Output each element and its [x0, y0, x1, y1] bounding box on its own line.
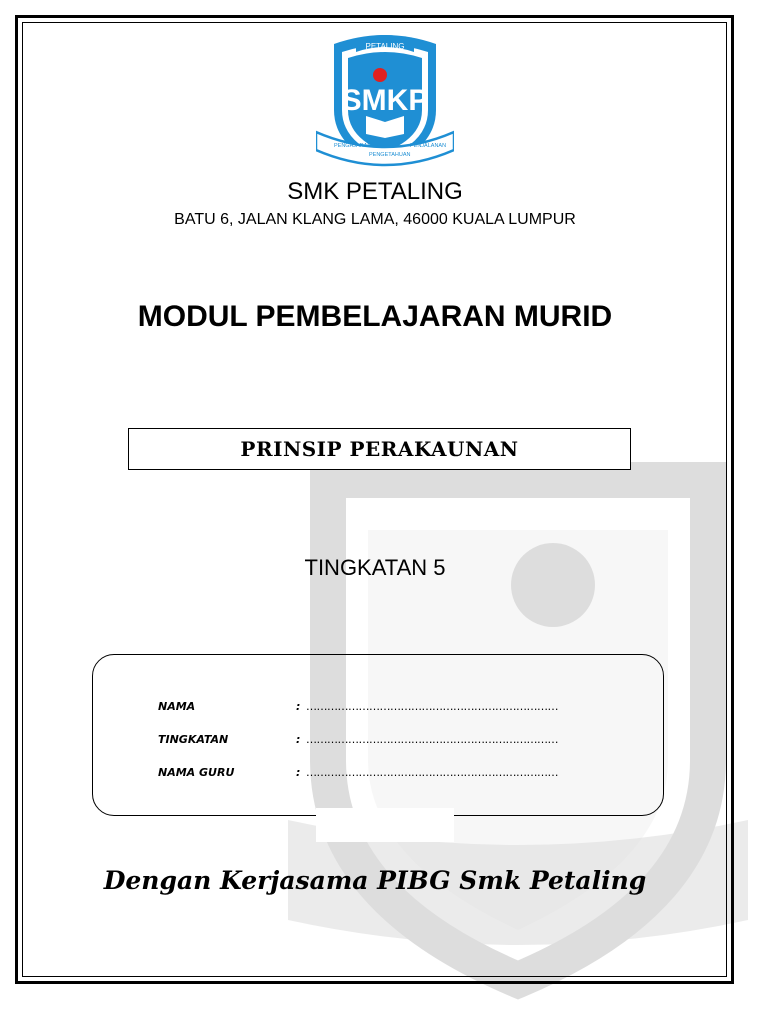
info-label: TINGKATAN — [158, 733, 229, 746]
logo-red-dot — [373, 68, 387, 82]
form-level: TINGKATAN 5 — [304, 555, 446, 580]
logo-ribbon-3: PENJALANAN — [410, 143, 447, 149]
info-colon: : — [296, 733, 301, 746]
info-label: NAMA GURU — [158, 766, 235, 779]
info-label: NAMA — [158, 700, 196, 713]
school-logo — [316, 30, 454, 170]
info-fill-line[interactable]: ……………………………………………………………… — [306, 766, 558, 779]
white-patch — [316, 808, 454, 842]
logo-top-text: PETALING — [365, 42, 405, 51]
subject-title: PRINSIP PERAKAUNAN — [240, 437, 519, 461]
logo-ribbon-2: PENGETAHUAN — [369, 152, 411, 158]
info-colon: : — [296, 700, 301, 713]
subject-box — [128, 428, 631, 470]
logo-ribbon-1: PENGAJARAN — [334, 143, 372, 149]
school-address: BATU 6, JALAN KLANG LAMA, 46000 KUALA LUMPUR — [174, 211, 576, 228]
logo-initials: SMKP — [341, 84, 429, 117]
footer-credit: Dengan Kerjasama PIBG Smk Petaling — [103, 866, 647, 895]
info-fill-line[interactable]: ……………………………………………………………… — [306, 700, 558, 713]
info-fill-line[interactable]: ……………………………………………………………… — [306, 733, 558, 746]
module-title: MODUL PEMBELAJARAN MURID — [137, 300, 613, 333]
school-name: SMK PETALING — [287, 178, 463, 205]
info-colon: : — [296, 766, 301, 779]
